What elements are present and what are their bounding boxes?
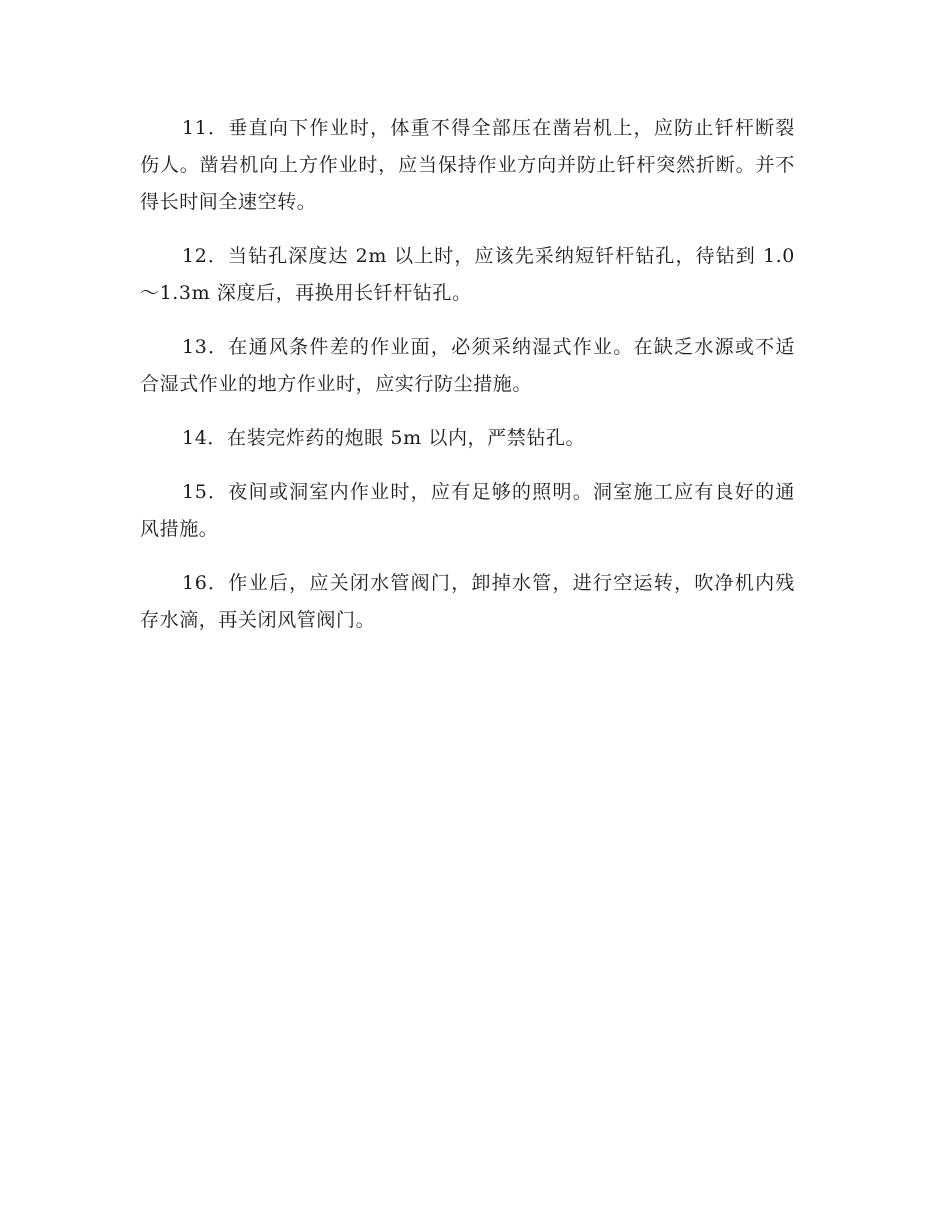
- paragraph-12: 12．当钻孔深度达 2m 以上时，应该先采纳短钎杆钻孔，待钻到 1.0～1.3m 深度后，再换用长钎杆钻孔。: [140, 245, 795, 304]
- document-body: [140, 110, 795, 656]
- paragraph-16: 16．作业后，应关闭水管阀门，卸掉水管，进行空运转，吹净机内残存水滴，再关闭风管阀门。: [140, 572, 795, 631]
- paragraph-11: 11．垂直向下作业时，体重不得全部压在凿岩机上，应防止钎杆断裂伤人。凿岩机向上方作业时，应当保持作业方向并防止钎杆突然折断。并不得长时间全速空转。: [140, 117, 795, 213]
- paragraph-13: 13．在通风条件差的作业面，必须采纳湿式作业。在缺乏水源或不适合湿式作业的地方作业时，应实行防尘措施。: [140, 336, 795, 395]
- paragraph-15: 15．夜间或洞室内作业时，应有足够的照明。洞室施工应有良好的通风措施。: [140, 481, 795, 540]
- paragraph-14: 14．在装完炸药的炮眼 5m 以内，严禁钻孔。: [182, 427, 586, 449]
